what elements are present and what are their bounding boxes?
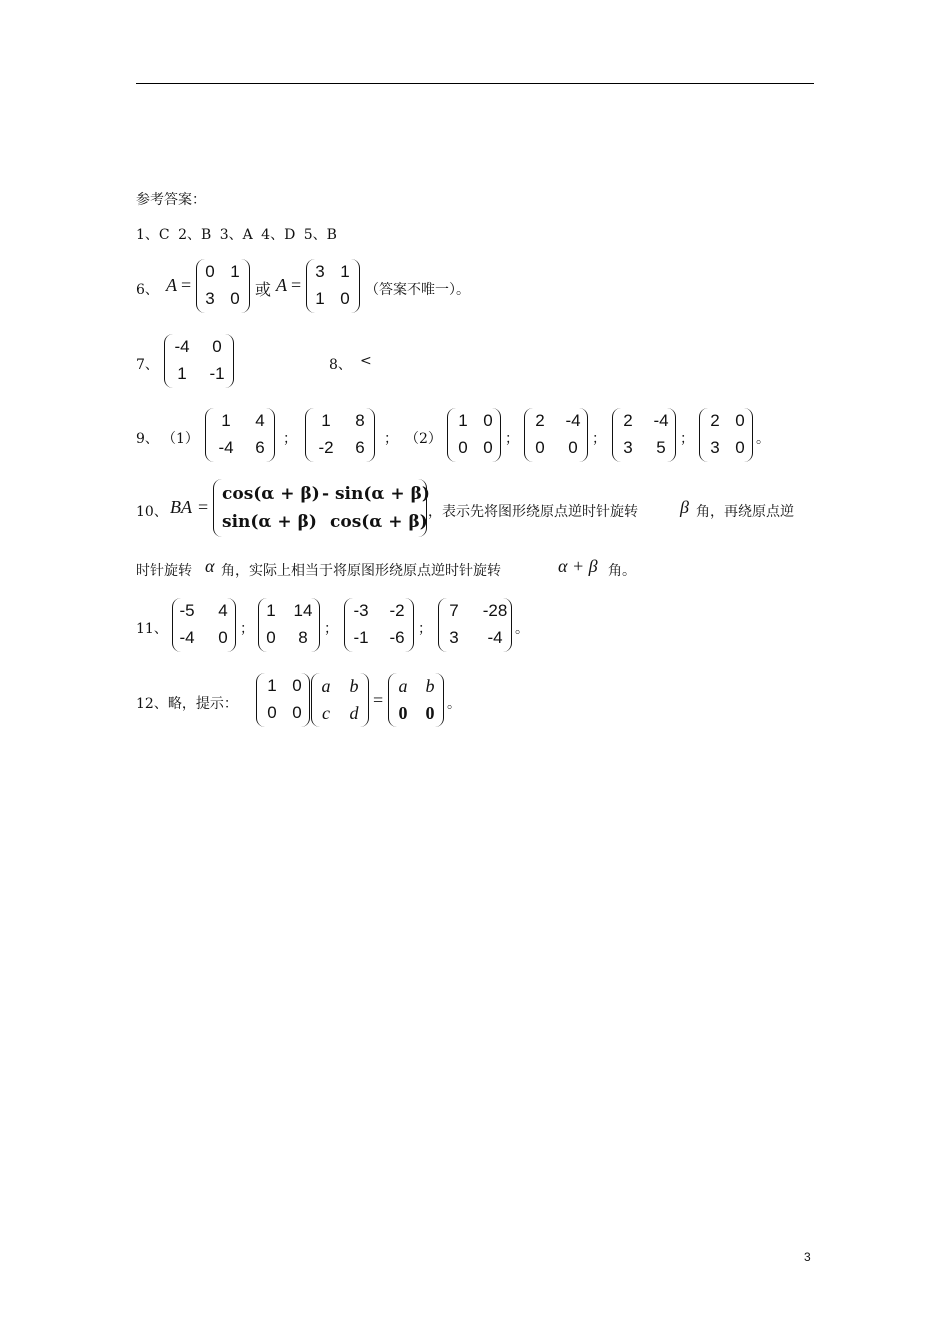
matrix-cell: 4 (255, 411, 265, 430)
q11-matrix-4 (438, 598, 512, 652)
q11-matrix-1 (172, 598, 236, 652)
q9-sep: ； (283, 431, 297, 447)
q7-matrix (164, 334, 234, 388)
matrix-cell: 0 (425, 703, 435, 723)
matrix-cell: 0 (735, 438, 745, 457)
matrix-cell: 0 (483, 438, 493, 457)
matrix-cell: 0 (230, 289, 240, 308)
q6-var-a: A (166, 275, 177, 295)
matrix-cell: 1 (315, 289, 325, 308)
matrix-cell: 0 (212, 337, 222, 356)
matrix-cell: a (398, 676, 408, 696)
q6-var-a2: A (276, 275, 287, 295)
matrix-cell: 8 (355, 411, 365, 430)
q6-equals-2: = (291, 275, 302, 295)
q12-matrix-3 (388, 673, 444, 727)
matrix-cell: 0 (267, 703, 277, 722)
matrix-cell: -6 (389, 628, 405, 647)
q9-sep: ； (592, 431, 606, 447)
matrix-cell: 4 (218, 601, 228, 620)
matrix-cell: sin(α + β) (222, 512, 317, 532)
q10-equals: = (198, 497, 209, 517)
q10-line2-b: 角，实际上相当于将原图形绕原点逆时针旋转 (221, 563, 501, 579)
q10-alpha: α (205, 556, 215, 576)
matrix-cell: -2 (389, 601, 405, 620)
q6-label: 6、 (136, 282, 159, 298)
matrix-cell: 0 (483, 411, 493, 430)
matrix-cell: 1 (177, 364, 187, 383)
q9-part-1: （1） (162, 431, 199, 447)
q6-matrix-1 (196, 259, 250, 313)
matrix-cell: 7 (449, 601, 459, 620)
matrix-cell: 0 (458, 438, 468, 457)
q6-or: 或 (255, 280, 272, 299)
matrix-cell: cos(α + β) (330, 512, 428, 532)
matrix-cell: 3 (449, 628, 459, 647)
q10-text-2: 角，再绕原点逆 (696, 504, 794, 520)
matrix-cell: b (349, 676, 359, 696)
q9-sep: ； (680, 431, 694, 447)
q11-label: 11、 (136, 621, 168, 637)
matrix-cell: 6 (355, 438, 365, 457)
q9-matrix-6 (699, 408, 753, 462)
q11-sep: ； (240, 621, 254, 637)
matrix-cell: 0 (735, 411, 745, 430)
matrix-cell: -4 (487, 628, 503, 647)
matrix-cell: 0 (266, 628, 276, 647)
q9-matrix-2 (305, 408, 375, 462)
q9-label: 9、 (136, 431, 159, 447)
matrix-cell: 3 (205, 289, 215, 308)
matrix-cell: 0 (292, 676, 302, 695)
matrix-cell: - sin(α + β) (322, 484, 430, 504)
q10-line2-a: 时针旋转 (136, 563, 192, 579)
matrix-cell: 8 (298, 628, 308, 647)
matrix-cell: -28 (482, 601, 508, 620)
matrix-cell: 0 (292, 703, 302, 722)
q12-end: 。 (447, 696, 461, 712)
q8-value: < (360, 353, 372, 369)
q11-end: 。 (515, 621, 529, 637)
matrix-cell: 0 (205, 262, 215, 281)
matrix-cell: -4 (179, 628, 195, 647)
header-rule (136, 83, 814, 84)
answers-1-5: 1、C 2、B 3、A 4、D 5、B (136, 227, 337, 243)
matrix-cell: 0 (340, 289, 350, 308)
matrix-cell: 3 (315, 262, 325, 281)
q9-matrix-1 (205, 408, 275, 462)
matrix-cell: b (425, 676, 435, 696)
page-number: 3 (804, 1250, 811, 1264)
matrix-cell: -4 (565, 411, 581, 430)
q11-sep: ； (418, 621, 432, 637)
matrix-cell: 1 (321, 411, 331, 430)
matrix-cell: c (322, 703, 330, 723)
matrix-cell: 2 (535, 411, 545, 430)
matrix-cell: 2 (623, 411, 633, 430)
matrix-cell: 14 (293, 601, 313, 620)
matrix-cell: 1 (340, 262, 350, 281)
q9-matrix-3 (447, 408, 501, 462)
q10-text-1: ，表示先将图形绕原点逆时针旋转 (428, 504, 638, 520)
matrix-cell: a (321, 676, 331, 696)
matrix-cell: 1 (458, 411, 468, 430)
matrix-cell: 0 (218, 628, 228, 647)
matrix-cell: 2 (710, 411, 720, 430)
matrix-cell: 1 (266, 601, 276, 620)
q10-alpha-beta: α + β (558, 556, 598, 576)
q10-var-ba: BA (170, 497, 192, 517)
q9-sep: ； (384, 431, 398, 447)
q10-beta: β (680, 497, 689, 517)
matrix-cell: d (349, 703, 359, 723)
q12-matrix-1 (256, 673, 310, 727)
q9-sep: ； (505, 431, 519, 447)
matrix-cell: -3 (353, 601, 369, 620)
q7-label: 7、 (136, 357, 159, 373)
q12-matrix-2 (311, 673, 369, 727)
matrix-cell: -1 (209, 364, 225, 383)
q11-matrix-2 (258, 598, 320, 652)
q9-matrix-4 (524, 408, 588, 462)
q9-part-2: （2） (405, 431, 442, 447)
q8-label: 8、 (329, 357, 352, 373)
matrix-cell: -1 (353, 628, 369, 647)
matrix-cell: 3 (623, 438, 633, 457)
matrix-cell: -4 (174, 337, 190, 356)
matrix-cell: -4 (218, 438, 234, 457)
q6-equals: = (181, 275, 192, 295)
answers-heading: 参考答案： (136, 192, 206, 208)
matrix-cell: 0 (535, 438, 545, 457)
q11-sep: ； (324, 621, 338, 637)
matrix-cell: -5 (179, 601, 195, 620)
matrix-cell: 6 (255, 438, 265, 457)
q6-note: （答案不唯一）。 (365, 282, 470, 298)
q9-matrix-5 (612, 408, 676, 462)
matrix-cell: 3 (710, 438, 720, 457)
q10-matrix (213, 479, 430, 537)
matrix-cell: -4 (653, 411, 669, 430)
q6-matrix-2 (306, 259, 360, 313)
matrix-cell: 5 (656, 438, 666, 457)
matrix-cell: -2 (318, 438, 334, 457)
q9-end: 。 (756, 431, 770, 447)
matrix-cell: cos(α + β) (222, 484, 320, 504)
matrix-cell: 1 (230, 262, 240, 281)
q10-label: 10、 (136, 504, 168, 520)
q11-matrix-3 (344, 598, 414, 652)
matrix-cell: 1 (221, 411, 231, 430)
q10-line2-c: 角。 (608, 563, 636, 579)
matrix-cell: 1 (267, 676, 277, 695)
matrix-cell: 0 (398, 703, 408, 723)
matrix-cell: 0 (568, 438, 578, 457)
q12-equals: = (373, 690, 384, 710)
q12-label: 12、略，提示： (136, 696, 238, 712)
